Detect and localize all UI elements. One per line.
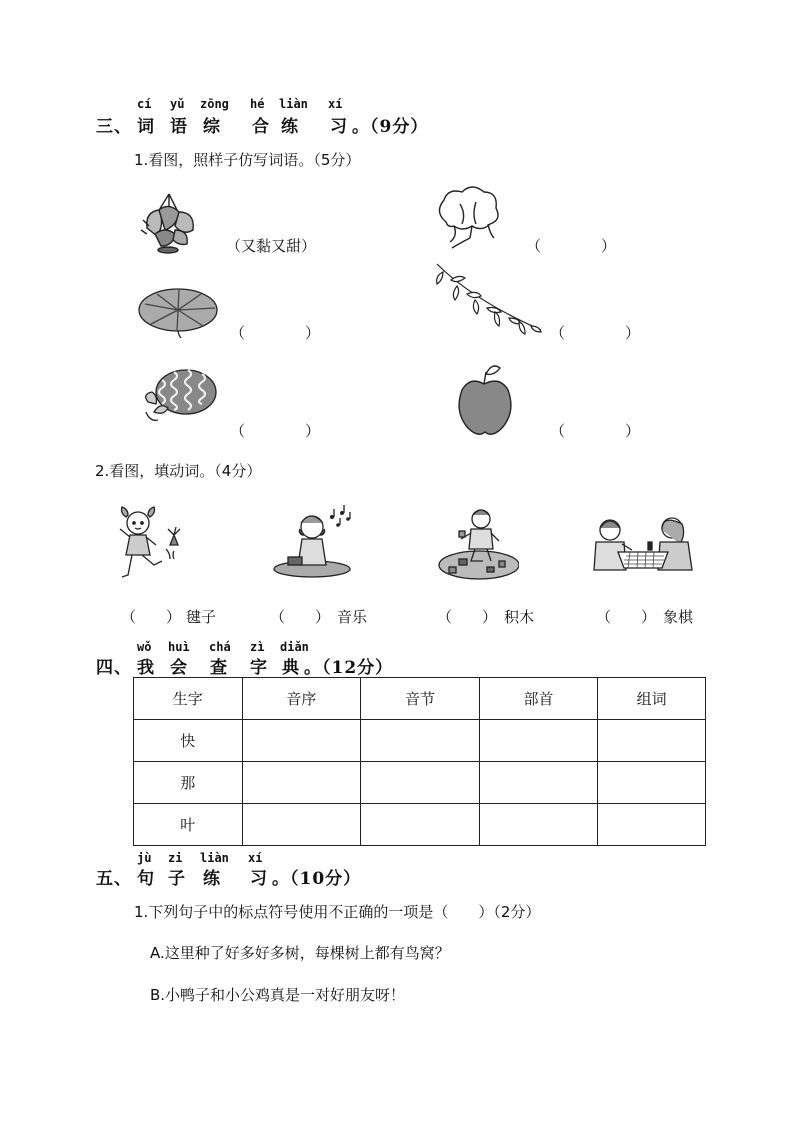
answer-cell[interactable] xyxy=(598,762,706,804)
verb-blank[interactable]: （ ） xyxy=(596,608,657,626)
answer-cell[interactable] xyxy=(479,762,598,804)
title-char: 句 xyxy=(137,869,155,889)
pinyin: zi xyxy=(168,851,183,865)
table-row xyxy=(134,762,706,804)
pinyin: liàn xyxy=(279,97,308,111)
pinyin: cí xyxy=(137,97,152,111)
title-char: 语 xyxy=(170,117,188,137)
title-char: 综 xyxy=(203,117,221,137)
cotton-icon xyxy=(432,182,504,250)
question-5-1: 1.下列句子中的标点符号使用不正确的一项是（ ）（2分） xyxy=(134,903,541,921)
answer-blank[interactable]: （ ） xyxy=(550,324,641,342)
verb-object: 象棋 xyxy=(663,608,694,626)
verb-blank[interactable]: （ ） xyxy=(270,608,331,626)
character-cell: 快 xyxy=(134,720,243,762)
option-b: B.小鸭子和小公鸡真是一对好朋友呀！ xyxy=(150,986,406,1004)
apple-icon xyxy=(454,362,516,438)
pinyin: wǒ xyxy=(137,640,152,654)
pinyin: xí xyxy=(328,97,343,111)
verb-object: 积木 xyxy=(504,608,535,626)
verb-blank[interactable]: （ ） xyxy=(437,608,498,626)
section-number: 五、 xyxy=(96,869,132,889)
title-char: 练 xyxy=(281,117,299,137)
pinyin: chá xyxy=(209,640,231,654)
answer-cell[interactable] xyxy=(479,720,598,762)
answer-cell[interactable] xyxy=(242,804,361,846)
pinyin: zì xyxy=(250,640,265,654)
verb-blank[interactable]: （ ） xyxy=(121,608,182,626)
pinyin: xí xyxy=(248,851,263,865)
pinyin: diǎn xyxy=(280,640,309,654)
character-cell: 那 xyxy=(134,762,243,804)
column-header: 生字 xyxy=(134,678,243,720)
pinyin: huì xyxy=(168,640,190,654)
pinyin: yǔ xyxy=(170,97,185,111)
pinyin: zōng xyxy=(200,97,229,111)
title-char: 字 xyxy=(250,658,268,678)
verb-object: 音乐 xyxy=(337,608,368,626)
score: 。（12分） xyxy=(304,658,394,678)
answer-blank[interactable]: （ ） xyxy=(230,422,321,440)
answer-cell[interactable] xyxy=(361,804,480,846)
section-number: 四、 xyxy=(96,658,132,678)
title-char: 练 xyxy=(203,869,221,889)
title-char: 我 xyxy=(137,658,155,678)
question-3-1: 1.看图，照样子仿写词语。（5分） xyxy=(134,151,361,169)
answer-cell[interactable] xyxy=(242,762,361,804)
lotus-leaf-icon xyxy=(137,286,219,338)
play-chess-icon xyxy=(588,508,696,580)
question-3-2: 2.看图，填动词。（4分） xyxy=(95,462,262,480)
score: 。（10分） xyxy=(272,869,362,889)
answer-cell[interactable] xyxy=(242,720,361,762)
willow-branch-icon xyxy=(433,260,545,340)
watermelon-icon xyxy=(140,368,220,426)
title-char: 习 xyxy=(330,117,348,137)
kick-shuttlecock-icon xyxy=(114,505,190,581)
option-a: A.这里种了好多好多树，每棵树上都有鸟窝？ xyxy=(150,944,450,962)
answer-blank[interactable]: （ ） xyxy=(550,422,641,440)
answer-cell[interactable] xyxy=(479,804,598,846)
column-header: 组词 xyxy=(598,678,706,720)
table-header-row xyxy=(134,678,706,720)
answer-cell[interactable] xyxy=(361,720,480,762)
pinyin: hé xyxy=(250,97,265,111)
answer-cell[interactable] xyxy=(598,720,706,762)
answer-cell[interactable] xyxy=(361,762,480,804)
table-row xyxy=(134,720,706,762)
example-answer: （又黏又甜） xyxy=(226,237,317,255)
section-number: 三、 xyxy=(96,117,132,137)
column-header: 部首 xyxy=(479,678,598,720)
title-char: 词 xyxy=(137,117,155,137)
pinyin: liàn xyxy=(200,851,229,865)
title-char: 习 xyxy=(250,869,268,889)
answer-blank[interactable]: （ ） xyxy=(526,237,617,255)
title-char: 子 xyxy=(168,869,186,889)
score: 。（9分） xyxy=(352,117,429,137)
title-char: 合 xyxy=(252,117,270,137)
verb-object: 毽子 xyxy=(186,608,217,626)
zongzi-icon xyxy=(135,190,207,256)
table-row xyxy=(134,804,706,846)
title-char: 典 xyxy=(282,658,300,678)
title-char: 查 xyxy=(210,658,228,678)
answer-cell[interactable] xyxy=(598,804,706,846)
building-blocks-icon xyxy=(437,505,519,581)
pinyin: jù xyxy=(137,851,152,865)
column-header: 音节 xyxy=(361,678,480,720)
column-header: 音序 xyxy=(242,678,361,720)
character-cell: 叶 xyxy=(134,804,243,846)
answer-blank[interactable]: （ ） xyxy=(230,324,321,342)
listen-music-icon xyxy=(272,505,354,579)
dictionary-table xyxy=(133,677,706,846)
title-char: 会 xyxy=(170,658,188,678)
